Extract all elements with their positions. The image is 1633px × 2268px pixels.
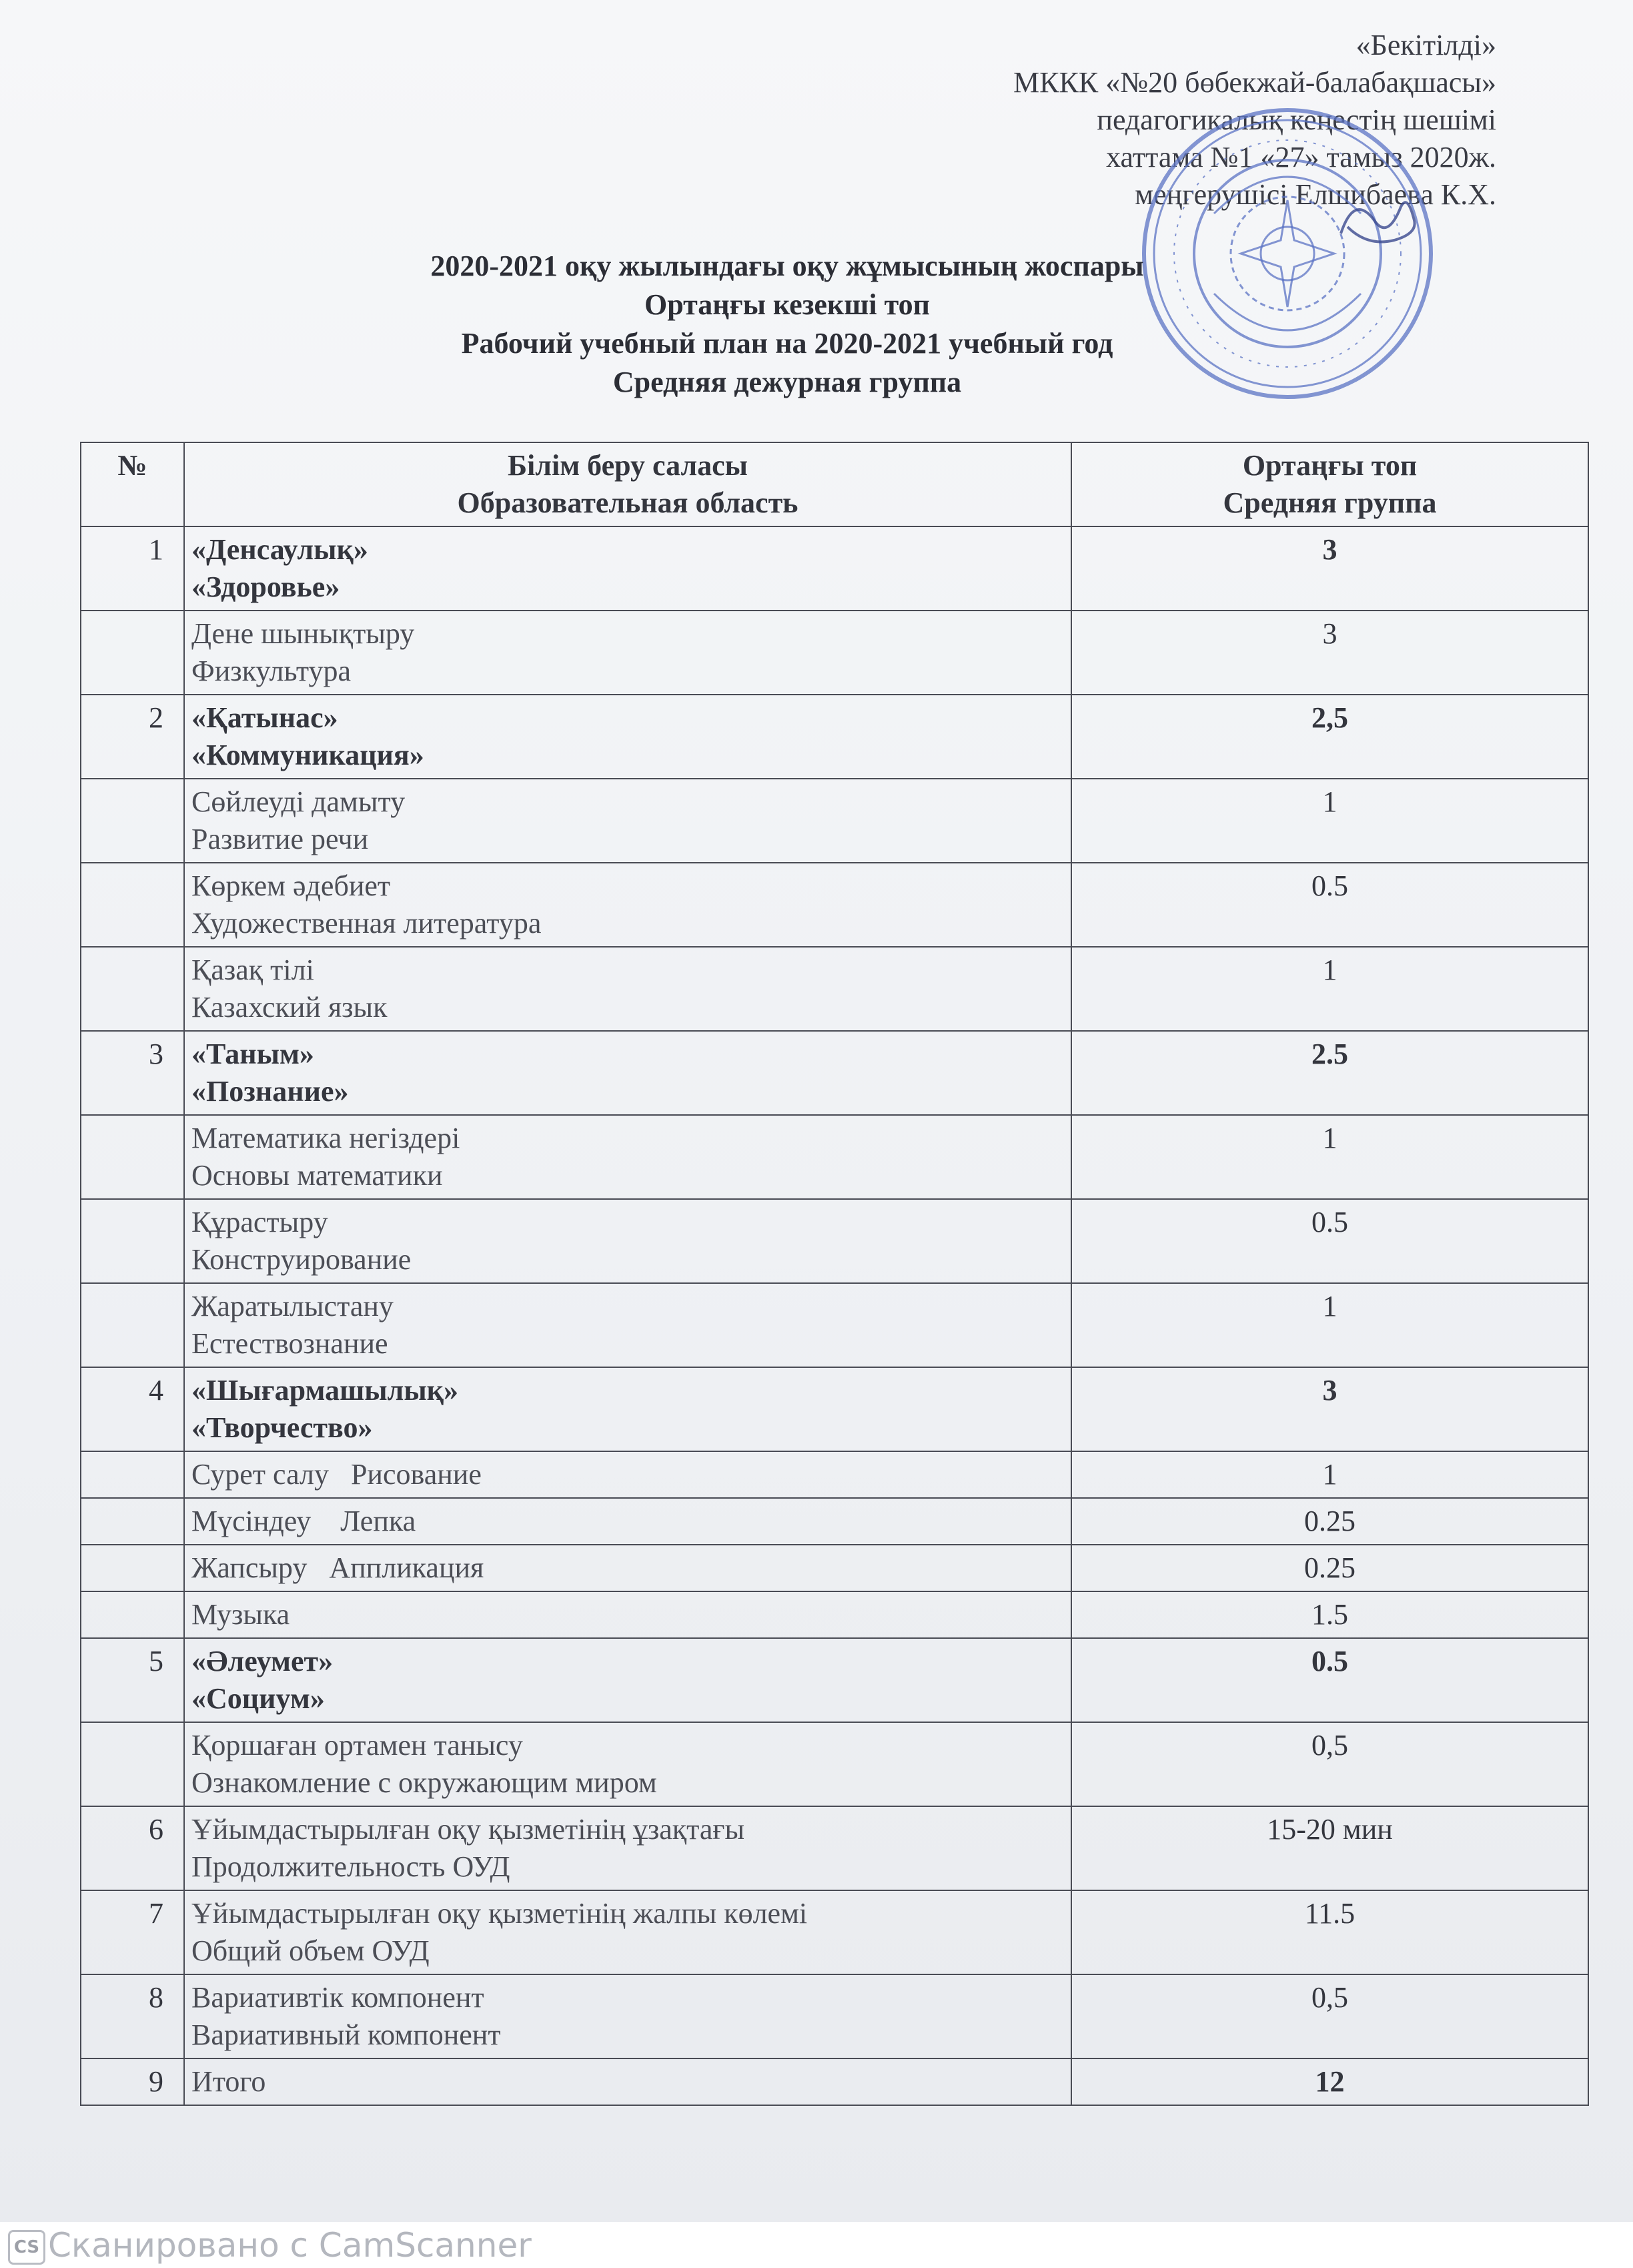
row-area-kz: «Денсаулық» xyxy=(191,533,368,566)
row-area-kz: Ұйымдастырылған оқу қызметінің жалпы көлемі xyxy=(191,1897,808,1930)
table-row xyxy=(81,1199,1588,1283)
row-area-ru: Основы математики xyxy=(191,1159,443,1192)
row-num xyxy=(81,1451,184,1498)
table-row xyxy=(81,611,1588,695)
table-row xyxy=(81,526,1588,611)
row-num xyxy=(81,1545,184,1591)
table-row xyxy=(81,1115,1588,1199)
row-area: Итого xyxy=(184,2058,1071,2105)
table-row xyxy=(81,1498,1588,1545)
row-num: 8 xyxy=(81,1974,184,2058)
row-area: Сурет салу Рисование xyxy=(184,1451,1071,1498)
row-area xyxy=(184,1638,1071,1722)
row-value: 0.25 xyxy=(1071,1498,1588,1545)
row-value: 1 xyxy=(1071,1115,1588,1199)
row-num: 7 xyxy=(81,1890,184,1974)
row-value: 1 xyxy=(1071,779,1588,863)
row-area-kz: Математика негіздері xyxy=(191,1122,460,1154)
row-value: 15-20 мин xyxy=(1071,1806,1588,1890)
row-value: 1.5 xyxy=(1071,1591,1588,1638)
table-row xyxy=(81,1283,1588,1367)
row-area: Жапсыру Аппликация xyxy=(184,1545,1071,1591)
row-area-ru: Физкультура xyxy=(191,655,352,687)
row-num xyxy=(81,1115,184,1199)
row-area xyxy=(184,1722,1071,1806)
approval-line-1: «Бекітілді» xyxy=(1355,29,1496,61)
table-row xyxy=(81,695,1588,779)
curriculum-table xyxy=(80,442,1589,2106)
table-row xyxy=(81,1367,1588,1451)
row-area-kz: Жаратылыстану xyxy=(191,1290,394,1322)
row-area xyxy=(184,1367,1071,1451)
row-area xyxy=(184,863,1071,947)
row-value: 0.5 xyxy=(1071,1199,1588,1283)
row-num: 5 xyxy=(81,1638,184,1722)
row-area-kz: «Шығармашылық» xyxy=(191,1374,459,1407)
row-value: 3 xyxy=(1071,526,1588,611)
header-group xyxy=(1071,442,1588,526)
header-num: № xyxy=(81,442,184,526)
header-group-kz: Ортаңғы топ xyxy=(1242,449,1418,482)
row-area-kz: Қоршаған ортамен танысу xyxy=(191,1729,523,1762)
row-value: 0.25 xyxy=(1071,1545,1588,1591)
row-area-ru: «Здоровье» xyxy=(191,571,340,603)
table-row xyxy=(81,1031,1588,1115)
row-area xyxy=(184,695,1071,779)
table-row xyxy=(81,1974,1588,2058)
row-value: 3 xyxy=(1071,611,1588,695)
row-area-kz: «Қатынас» xyxy=(191,701,338,734)
camscanner-logo-icon: CS xyxy=(8,2230,45,2265)
row-value: 0.5 xyxy=(1071,863,1588,947)
row-area-kz: Қазақ тілі xyxy=(191,954,314,986)
row-value: 0.5 xyxy=(1071,1638,1588,1722)
row-area: Мүсіндеу Лепка xyxy=(184,1498,1071,1545)
row-num: 6 xyxy=(81,1806,184,1890)
row-area xyxy=(184,611,1071,695)
table-row xyxy=(81,863,1588,947)
row-value: 1 xyxy=(1071,1283,1588,1367)
row-area-kz: «Таным» xyxy=(191,1038,314,1070)
row-value: 12 xyxy=(1071,2058,1588,2105)
row-num xyxy=(81,611,184,695)
row-area-ru: Художественная литература xyxy=(191,907,542,939)
header-area xyxy=(184,442,1071,526)
table-row xyxy=(81,1722,1588,1806)
row-area xyxy=(184,1806,1071,1890)
table-row xyxy=(81,1545,1588,1591)
row-num xyxy=(81,779,184,863)
title-ru-group: Средняя дежурная группа xyxy=(612,366,962,398)
row-num xyxy=(81,1591,184,1638)
row-value: 3 xyxy=(1071,1367,1588,1451)
row-num xyxy=(81,947,184,1031)
row-area: Музыка xyxy=(184,1591,1071,1638)
document-title xyxy=(220,247,1354,402)
row-num xyxy=(81,863,184,947)
table-row xyxy=(81,2058,1588,2105)
row-value: 1 xyxy=(1071,1451,1588,1498)
row-area xyxy=(184,1974,1071,2058)
row-area-kz: Ұйымдастырылған оқу қызметінің ұзақтағы xyxy=(191,1813,745,1846)
row-num: 2 xyxy=(81,695,184,779)
table-row xyxy=(81,779,1588,863)
row-area-kz: «Әлеумет» xyxy=(191,1645,334,1677)
row-value: 11.5 xyxy=(1071,1890,1588,1974)
scanner-footer xyxy=(0,2222,1633,2268)
approval-line-3: педагогикалық кеңестің шешімі xyxy=(1097,103,1496,136)
row-area-ru: Развитие речи xyxy=(191,823,369,855)
header-area-kz: Білім беру саласы xyxy=(507,449,748,482)
header-group-ru: Средняя группа xyxy=(1223,486,1437,519)
row-num: 4 xyxy=(81,1367,184,1451)
row-num xyxy=(81,1498,184,1545)
row-area-ru: Естествознание xyxy=(191,1327,388,1360)
row-area-kz: Құрастыру xyxy=(191,1206,328,1238)
row-area-kz: Вариативтік компонент xyxy=(191,1981,484,2014)
title-ru: Рабочий учебный план на 2020-2021 учебный год xyxy=(461,327,1113,360)
row-num: 3 xyxy=(81,1031,184,1115)
table-row xyxy=(81,1638,1588,1722)
row-area xyxy=(184,526,1071,611)
row-value: 1 xyxy=(1071,947,1588,1031)
row-area-ru: Ознакомление с окружающим миром xyxy=(191,1766,657,1799)
row-num xyxy=(81,1199,184,1283)
row-area xyxy=(184,1031,1071,1115)
row-area-ru: Казахский язык xyxy=(191,991,388,1024)
row-value: 0,5 xyxy=(1071,1722,1588,1806)
header-area-ru: Образовательная область xyxy=(457,486,798,519)
row-area xyxy=(184,1890,1071,1974)
row-area xyxy=(184,1115,1071,1199)
table-row xyxy=(81,1451,1588,1498)
row-num: 1 xyxy=(81,526,184,611)
title-kz: 2020-2021 оқу жылындағы оқу жұмысының жоспары xyxy=(430,250,1144,282)
row-num: 9 xyxy=(81,2058,184,2105)
row-area xyxy=(184,1199,1071,1283)
row-area-ru: Продолжительность ОУД xyxy=(191,1850,510,1883)
camscanner-watermark: Сканировано с CamScanner xyxy=(48,2226,532,2265)
row-area xyxy=(184,779,1071,863)
row-area-ru: «Творчество» xyxy=(191,1411,373,1444)
table-header-row xyxy=(81,442,1588,526)
row-area-ru: Общий объем ОУД xyxy=(191,1934,430,1967)
row-area-kz: Дене шынықтыру xyxy=(191,617,415,650)
table-row xyxy=(81,1591,1588,1638)
table-row xyxy=(81,1890,1588,1974)
row-area-ru: «Коммуникация» xyxy=(191,739,424,771)
row-area-kz: Сөйлеуді дамыту xyxy=(191,785,406,818)
row-area xyxy=(184,1283,1071,1367)
approval-line-2: МККК «№20 бөбекжай-балабақшасы» xyxy=(1013,66,1496,99)
row-area-ru: Вариативный компонент xyxy=(191,2018,501,2051)
row-num xyxy=(81,1283,184,1367)
table-row xyxy=(81,1806,1588,1890)
row-area-ru: Конструирование xyxy=(191,1243,412,1276)
table-row xyxy=(81,947,1588,1031)
title-kz-group: Ортаңғы кезекші топ xyxy=(644,288,931,321)
row-area-ru: «Познание» xyxy=(191,1075,349,1108)
row-area xyxy=(184,947,1071,1031)
row-value: 2,5 xyxy=(1071,695,1588,779)
row-value: 0,5 xyxy=(1071,1974,1588,2058)
row-num xyxy=(81,1722,184,1806)
row-value: 2.5 xyxy=(1071,1031,1588,1115)
approval-line-4: хаттама №1 «27» тамыз 2020ж. xyxy=(1106,141,1496,173)
row-area-kz: Көркем әдебиет xyxy=(191,869,391,902)
approval-line-5: меңгерушісі Елшибаева К.Х. xyxy=(1135,178,1496,211)
row-area-ru: «Социум» xyxy=(191,1682,325,1715)
